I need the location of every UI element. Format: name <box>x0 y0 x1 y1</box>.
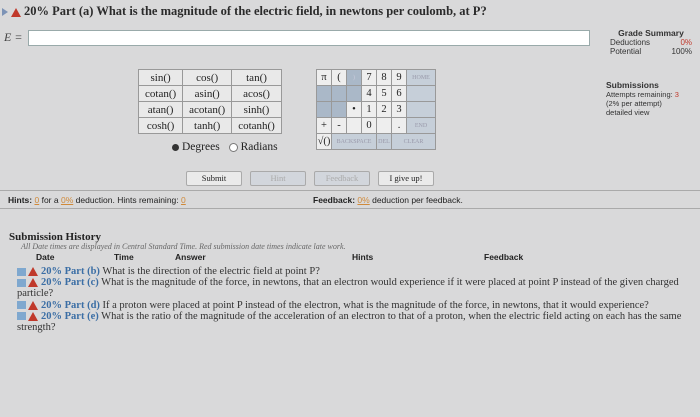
feedback-value: 0% <box>357 195 370 205</box>
item-text: What is the direction of the electric field at point P? <box>102 266 320 277</box>
submissions-title: Submissions <box>606 80 659 90</box>
part-label: Part (a) <box>52 4 94 18</box>
divider <box>0 190 700 191</box>
key-3[interactable]: 3 <box>392 102 407 118</box>
deductions-label: Deductions <box>610 38 651 47</box>
fn-acotan[interactable]: acotan() <box>183 102 232 118</box>
item-percent: 20% <box>41 299 62 311</box>
part-percent: 20% <box>24 4 49 18</box>
col-date: Date <box>36 252 55 262</box>
question-header <box>2 4 487 19</box>
part-icon <box>17 279 26 287</box>
col-feedback: Feedback <box>484 252 524 262</box>
fn-acos[interactable]: acos() <box>232 86 282 102</box>
key-2[interactable]: 2 <box>377 102 392 118</box>
list-item[interactable] <box>17 277 697 299</box>
submit-button[interactable]: Submit <box>186 171 242 186</box>
col-answer: Answer <box>175 252 206 262</box>
feedback-button[interactable]: Feedback <box>314 171 370 186</box>
key-sqrt[interactable]: √() <box>317 134 332 150</box>
feedback-bar <box>313 195 463 205</box>
submission-history-title: Submission History <box>9 231 101 243</box>
degrees-label: Degrees <box>182 141 220 153</box>
fn-cos[interactable]: cos() <box>183 70 232 86</box>
expand-arrow-icon[interactable] <box>2 8 8 16</box>
key-9[interactable]: 9 <box>392 70 407 86</box>
submissions-summary <box>606 80 698 117</box>
item-part: Part (e) <box>64 310 99 322</box>
feedback-label: Feedback: <box>313 195 356 205</box>
item-percent: 20% <box>41 310 62 322</box>
fn-tanh[interactable]: tanh() <box>183 118 232 134</box>
key-5[interactable]: 5 <box>377 86 392 102</box>
other-parts-list <box>17 266 697 333</box>
key-1[interactable]: 1 <box>362 102 377 118</box>
per-attempt: (2% per attempt) <box>606 99 662 108</box>
item-percent: 20% <box>41 277 62 289</box>
fn-asin[interactable]: asin() <box>183 86 232 102</box>
question-text: What is the magnitude of the electric field, in newtons per coulomb, at P? <box>96 4 487 18</box>
col-time: Time <box>114 252 134 262</box>
key-8[interactable]: 8 <box>377 70 392 86</box>
key-blank-f[interactable] <box>347 118 362 134</box>
key-end[interactable]: END <box>407 118 436 134</box>
warning-icon <box>28 267 38 276</box>
deductions-value: 0% <box>680 38 692 47</box>
key-6[interactable]: 6 <box>392 86 407 102</box>
key-home[interactable]: HOME <box>407 70 436 86</box>
function-table <box>138 69 282 134</box>
key-blank-g[interactable] <box>377 118 392 134</box>
key-open-paren[interactable]: ( <box>332 70 347 86</box>
potential-label: Potential <box>610 47 642 56</box>
part-icon <box>17 268 26 276</box>
key-blank-a[interactable] <box>317 86 332 102</box>
hints-bar <box>8 195 186 205</box>
radians-radio[interactable] <box>229 143 238 152</box>
key-multiply[interactable]: • <box>347 102 362 118</box>
attempts-value: 3 <box>674 90 679 99</box>
potential-value: 100% <box>671 47 692 56</box>
key-left[interactable] <box>407 102 436 118</box>
history-note: All Date times are displayed in Central Standard Time. Red submission date times indicate late work. <box>21 242 346 251</box>
item-text: What is the ratio of the magnitude of the acceleration of an electron to that of a proton, when the electric field acting on each has the same strength? <box>17 310 682 334</box>
item-part: Part (c) <box>64 277 99 289</box>
hints-deduction: 0% <box>60 195 74 205</box>
list-item[interactable] <box>17 300 697 311</box>
radians-label: Radians <box>240 141 278 153</box>
key-pi[interactable]: π <box>317 70 332 86</box>
key-plus[interactable]: + <box>317 118 332 134</box>
grade-summary <box>606 28 696 56</box>
key-blank-e[interactable] <box>332 102 347 118</box>
detailed-view-link[interactable]: detailed view <box>606 108 650 117</box>
fn-cotan[interactable]: cotan() <box>139 86 183 102</box>
key-close-paren[interactable]: ) <box>347 70 362 86</box>
degrees-radio[interactable] <box>172 144 179 151</box>
warning-icon <box>28 278 38 287</box>
warning-icon <box>28 301 38 310</box>
key-4[interactable]: 4 <box>362 86 377 102</box>
fn-cotanh[interactable]: cotanh() <box>232 118 282 134</box>
fn-sin[interactable]: sin() <box>139 70 183 86</box>
keypad <box>316 69 436 150</box>
divider <box>0 208 700 209</box>
warning-icon <box>11 8 21 17</box>
grade-summary-title: Grade Summary <box>618 28 684 38</box>
item-text: What is the magnitude of the force, in newtons, that an electron would experience if it were placed at point P instead of the given charged particle? <box>17 277 679 300</box>
fn-tan[interactable]: tan() <box>232 70 282 86</box>
key-blank-c[interactable] <box>347 86 362 102</box>
key-0[interactable]: 0 <box>362 118 377 134</box>
angle-mode <box>172 141 278 153</box>
fn-sinh[interactable]: sinh() <box>232 102 282 118</box>
fn-atan[interactable]: atan() <box>139 102 183 118</box>
key-dot[interactable]: . <box>392 118 407 134</box>
key-blank-d[interactable] <box>317 102 332 118</box>
list-item[interactable] <box>17 266 697 277</box>
item-text: If a proton were placed at point P instead of the electron, what is the magnitude of the force, in newtons, that it would experience? <box>102 299 649 311</box>
hint-button[interactable]: Hint <box>250 171 306 186</box>
item-part: Part (d) <box>64 299 100 311</box>
fn-cosh[interactable]: cosh() <box>139 118 183 134</box>
hints-deduction-text: deduction. Hints remaining: <box>75 195 179 205</box>
key-7[interactable]: 7 <box>362 70 377 86</box>
key-del[interactable]: DEL <box>377 134 392 150</box>
hints-count: 0 <box>34 195 40 205</box>
hints-for-a: for a <box>41 195 59 205</box>
key-blank-b[interactable] <box>332 86 347 102</box>
hints-remaining: 0 <box>181 195 186 205</box>
key-backspace[interactable]: BACKSPACE <box>332 134 377 150</box>
key-minus[interactable]: - <box>332 118 347 134</box>
attempts-label: Attempts remaining: <box>606 90 673 99</box>
part-icon <box>17 301 26 309</box>
warning-icon <box>28 312 38 321</box>
hints-label: Hints: <box>8 195 33 205</box>
answer-label: E = <box>4 30 23 44</box>
col-hints: Hints <box>352 252 374 262</box>
item-percent: 20% <box>41 266 62 277</box>
list-item[interactable] <box>17 311 697 333</box>
answer-input[interactable] <box>28 30 590 46</box>
part-icon <box>17 312 26 320</box>
key-clear[interactable]: CLEAR <box>392 134 436 150</box>
feedback-text: deduction per feedback. <box>372 195 463 205</box>
key-right[interactable] <box>407 86 436 102</box>
item-part: Part (b) <box>64 266 100 277</box>
give-up-button[interactable]: I give up! <box>378 171 434 186</box>
